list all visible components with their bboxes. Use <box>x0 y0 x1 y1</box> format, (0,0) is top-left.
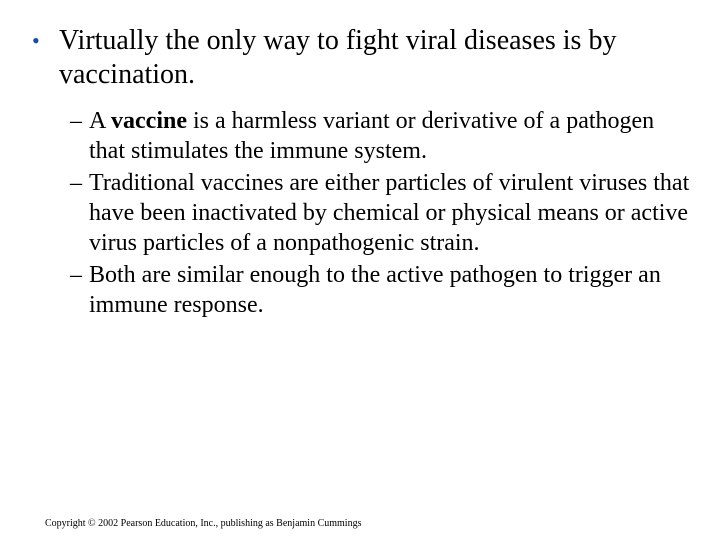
sub-bullet-item <box>70 260 690 320</box>
main-bullet <box>32 24 692 92</box>
vaccine-term: vaccine <box>111 108 187 134</box>
copyright-footer: Copyright © 2002 Pearson Education, Inc., publishing as Benjamin Cummings <box>45 518 362 529</box>
sub-bullet-text: Traditional vaccines are either particles of virulent viruses that have been inactivated by chemical or physical means or active virus particles of a nonpathogenic strain. <box>89 170 690 256</box>
main-bullet-text: Virtually the only way to fight viral diseases is by vaccination. <box>59 25 617 90</box>
dash-marker: – <box>70 108 82 134</box>
sub-bullet-text <box>89 106 690 166</box>
sub-bullet-prefix: A <box>89 108 112 134</box>
sub-bullet-list <box>70 106 690 322</box>
dash-marker: – <box>70 170 82 196</box>
dash-marker: – <box>70 262 82 288</box>
bullet-marker: • <box>32 28 40 53</box>
sub-bullet-text: Both are similar enough to the active pathogen to trigger an immune response. <box>89 262 661 318</box>
sub-bullet-item <box>70 168 690 258</box>
sub-bullet-suffix: is a harmless variant or derivative of a pathogen that stimulates the immune system. <box>89 108 655 164</box>
sub-bullet-item <box>70 106 690 166</box>
